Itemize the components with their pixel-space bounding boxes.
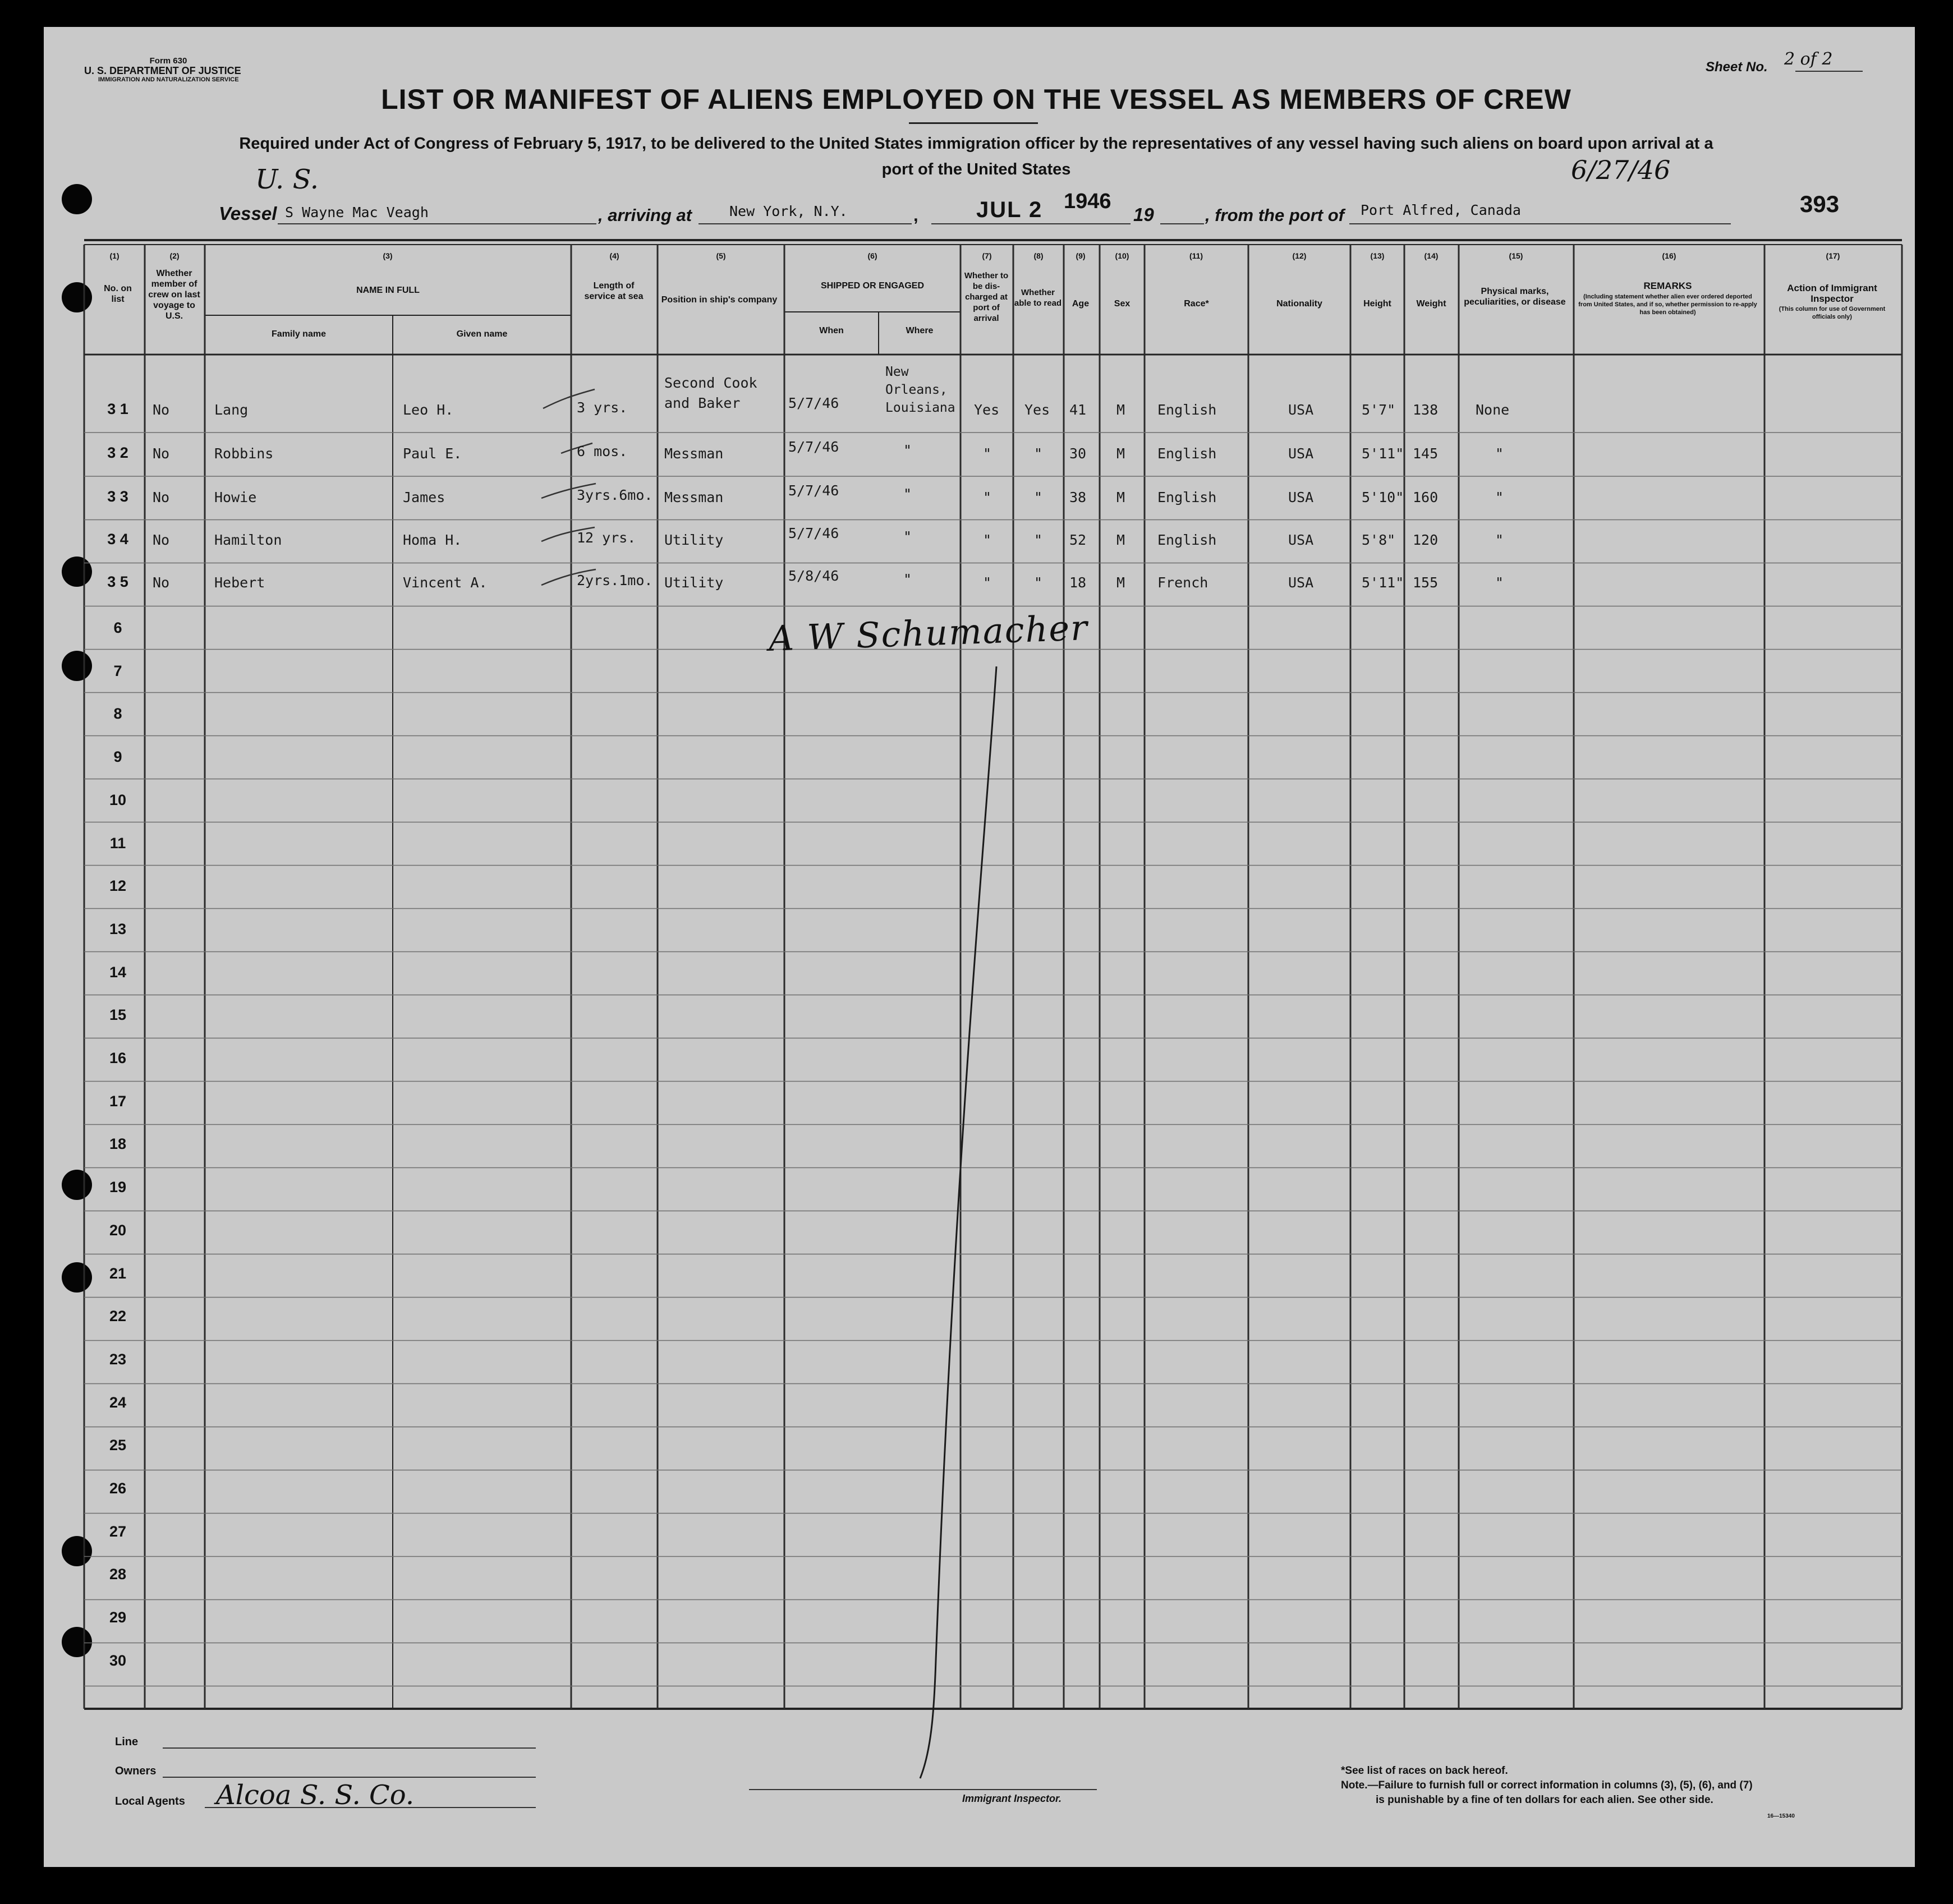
cell-discharged: Yes xyxy=(974,402,1000,418)
cell-where-line3: Louisiana xyxy=(885,401,955,415)
row-number: 23 xyxy=(109,1350,127,1368)
header-physical: Physical marks, peculiarities, or disease xyxy=(1464,287,1566,307)
footer-note-line2: is punishable by a fine of ten dollars for each alien. See other side. xyxy=(1376,1794,1713,1806)
row-number: 3 3 xyxy=(107,488,128,505)
column-number: (9) xyxy=(1076,251,1086,260)
header-age: Age xyxy=(1072,299,1090,309)
handwritten-vs: U. S. xyxy=(255,164,319,195)
cell-given-name: Leo H. xyxy=(403,402,454,418)
cell-age: 38 xyxy=(1069,489,1087,505)
cell-family-name: Hamilton xyxy=(214,532,282,548)
cell-length-service: 3 yrs. xyxy=(577,399,628,416)
cell-physical: " xyxy=(1495,574,1504,591)
sheet-label: Sheet No. xyxy=(1706,59,1768,75)
footer-note-races: *See list of races on back hereof. xyxy=(1341,1765,1508,1777)
comma: , xyxy=(913,205,918,225)
sheet-value: 2 of 2 xyxy=(1784,49,1833,69)
row-number: 14 xyxy=(109,963,127,981)
column-number: (16) xyxy=(1662,251,1676,260)
cell-length-service: 6 mos. xyxy=(577,443,628,459)
cell-position: Messman xyxy=(664,489,724,505)
cell-nationality: USA xyxy=(1288,532,1314,548)
cell-race: English xyxy=(1157,402,1217,418)
cell-nationality: USA xyxy=(1288,445,1314,462)
cell-nationality: USA xyxy=(1288,574,1314,591)
row-number: 19 xyxy=(109,1179,127,1196)
footer-agents-label: Local Agents xyxy=(115,1795,185,1808)
arriving-value: New York, N.Y. xyxy=(729,203,848,219)
cell-member: No xyxy=(153,489,170,505)
form-number: Form 630 xyxy=(149,56,187,66)
vessel-value: S Wayne Mac Veagh xyxy=(285,204,429,220)
cell-race: French xyxy=(1157,574,1208,591)
cell-position: Second Cook xyxy=(664,375,757,391)
header-family-name: Family name xyxy=(272,329,326,339)
row-number: 27 xyxy=(109,1523,127,1540)
column-number: (13) xyxy=(1370,251,1385,260)
cell-weight: 138 xyxy=(1413,402,1439,418)
header-race: Race* xyxy=(1184,299,1209,309)
cell-sex: M xyxy=(1116,574,1125,591)
cell-age: 18 xyxy=(1069,574,1087,591)
cell-when: 5/7/46 xyxy=(788,439,839,455)
column-number: (5) xyxy=(716,251,726,260)
cell-height: 5'11" xyxy=(1362,445,1404,462)
column-number: (6) xyxy=(867,251,877,260)
header-position: Position in ship's company xyxy=(661,295,778,305)
cell-where: " xyxy=(903,571,912,587)
cell-race: English xyxy=(1157,532,1217,548)
column-number: (3) xyxy=(383,251,393,260)
header-name-in-full: NAME IN FULL xyxy=(356,286,420,295)
cell-physical: " xyxy=(1495,489,1504,505)
stamp-number: 393 xyxy=(1800,191,1840,217)
cell-where: New xyxy=(885,365,909,379)
cell-given-name: James xyxy=(403,489,445,505)
cell-when: 5/7/46 xyxy=(788,525,839,541)
row-number: 24 xyxy=(109,1393,127,1411)
cell-able-read: " xyxy=(1034,489,1043,505)
column-number: (15) xyxy=(1509,251,1523,260)
cell-length-service: 3yrs.6mo. xyxy=(577,487,653,503)
inspector-signature: A W Schumacher xyxy=(768,607,1089,659)
footer-note-line1: Note.—Failure to furnish full or correct information in columns (3), (5), (6), and (7) xyxy=(1341,1779,1753,1791)
cell-discharged: " xyxy=(983,532,992,548)
cell-family-name: Lang xyxy=(214,402,249,418)
cell-length-service: 12 yrs. xyxy=(577,530,636,546)
row-number: 22 xyxy=(109,1308,127,1325)
header-when: When xyxy=(819,326,844,335)
header-remarks-sub: (Including statement whether alien ever ordered deported from United States, and if so, whether permission to re-apply has been obtained) xyxy=(1578,293,1757,316)
header-whether-member: Whether member of crew on last voyage to U.S. xyxy=(148,269,200,321)
header-action-sub: (This column for use of Government officials only) xyxy=(1779,306,1886,320)
cell-age: 30 xyxy=(1069,445,1087,462)
row-number: 13 xyxy=(109,920,127,937)
row-number: 28 xyxy=(109,1566,127,1583)
cell-height: 5'8" xyxy=(1362,532,1396,548)
column-number: (14) xyxy=(1424,251,1439,260)
row-number: 21 xyxy=(109,1264,127,1282)
cell-discharged: " xyxy=(983,489,992,505)
cell-physical: " xyxy=(1495,445,1504,462)
cell-able-read: " xyxy=(1034,532,1043,548)
header-able-read: Whether able to read xyxy=(1014,288,1062,308)
handwritten-date: 6/27/46 xyxy=(1571,155,1671,185)
column-number: (4) xyxy=(609,251,619,260)
cell-position: Messman xyxy=(664,445,724,462)
row-number: 17 xyxy=(109,1092,127,1110)
from-port-label: , from the port of xyxy=(1205,205,1344,225)
cell-member: No xyxy=(153,445,170,462)
footer-agents-value: Alcoa S. S. Co. xyxy=(216,1779,415,1811)
row-number: 15 xyxy=(109,1006,127,1024)
column-number: (7) xyxy=(982,251,992,260)
row-number: 9 xyxy=(113,748,122,766)
header-height: Height xyxy=(1363,299,1391,309)
cell-height: 5'10" xyxy=(1362,489,1404,505)
footer-print-code: 16—15340 xyxy=(1767,1813,1795,1819)
row-number: 3 2 xyxy=(107,444,128,461)
cell-when: 5/7/46 xyxy=(788,482,839,499)
column-number: (10) xyxy=(1115,251,1129,260)
row-number: 12 xyxy=(109,877,127,895)
column-number: (12) xyxy=(1292,251,1307,260)
row-number: 3 5 xyxy=(107,573,128,590)
header-length-service: Length of service at sea xyxy=(584,281,644,301)
row-number: 18 xyxy=(109,1135,127,1153)
row-number: 25 xyxy=(109,1437,127,1454)
date-year-stamp: 1946 xyxy=(1064,190,1111,213)
footer-owners-label: Owners xyxy=(115,1765,157,1777)
service: IMMIGRATION AND NATURALIZATION SERVICE xyxy=(98,76,239,83)
year-prefix: 19 xyxy=(1133,204,1154,225)
row-number: 3 1 xyxy=(107,401,128,417)
cell-member: No xyxy=(153,402,170,418)
cell-discharged: " xyxy=(983,574,992,591)
cell-family-name: Howie xyxy=(214,489,257,505)
cell-sex: M xyxy=(1116,489,1125,505)
cell-where: " xyxy=(903,442,912,458)
header-nationality: Nationality xyxy=(1276,299,1322,309)
vessel-label: Vessel xyxy=(219,203,277,224)
cell-discharged: " xyxy=(983,445,992,462)
cell-where: " xyxy=(903,528,912,545)
cell-where-line2: Orleans, xyxy=(885,383,948,397)
row-number: 3 4 xyxy=(107,531,128,548)
cell-age: 52 xyxy=(1069,532,1087,548)
row-number: 10 xyxy=(109,791,127,808)
row-number: 20 xyxy=(109,1221,127,1239)
row-number: 16 xyxy=(109,1050,127,1066)
cell-able-read: " xyxy=(1034,574,1043,591)
header-given-name: Given name xyxy=(456,329,508,339)
column-number: (2) xyxy=(169,251,180,260)
footer-line-label: Line xyxy=(115,1736,139,1748)
cell-race: English xyxy=(1157,489,1217,505)
cell-age: 41 xyxy=(1069,402,1087,418)
cell-physical: None xyxy=(1476,402,1510,418)
column-number: (11) xyxy=(1189,251,1203,260)
cell-weight: 155 xyxy=(1413,574,1439,591)
header-action: Action of Immigrant Inspector xyxy=(1787,283,1877,304)
cell-member: No xyxy=(153,574,170,591)
cell-race: English xyxy=(1157,445,1217,462)
cell-when: 5/7/46 xyxy=(788,395,839,411)
row-number: 6 xyxy=(113,619,122,636)
header-shipped: SHIPPED OR ENGAGED xyxy=(820,281,925,291)
header-no-on-list: No. on list xyxy=(104,284,132,304)
cell-position-line2: and Baker xyxy=(664,395,741,411)
cell-sex: M xyxy=(1116,532,1125,548)
cell-given-name: Paul E. xyxy=(403,445,462,462)
cell-when: 5/8/46 xyxy=(788,568,839,584)
column-number: (8) xyxy=(1033,251,1044,260)
arriving-label: , arriving at xyxy=(598,205,692,225)
cell-given-name: Vincent A. xyxy=(403,574,488,591)
from-port-value: Port Alfred, Canada xyxy=(1361,202,1521,218)
header-remarks: REMARKS xyxy=(1643,280,1692,291)
cell-height: 5'7" xyxy=(1362,402,1396,418)
cell-weight: 120 xyxy=(1413,532,1439,548)
cell-family-name: Robbins xyxy=(214,445,274,462)
cell-nationality: USA xyxy=(1288,489,1314,505)
cell-position: Utility xyxy=(664,574,724,591)
row-number: 7 xyxy=(113,662,122,679)
row-number: 11 xyxy=(109,834,126,852)
form-title: LIST OR MANIFEST OF ALIENS EMPLOYED ON THE VESSEL AS MEMBERS OF CREW xyxy=(381,84,1571,115)
cell-sex: M xyxy=(1116,445,1125,462)
cell-length-service: 2yrs.1mo. xyxy=(577,572,653,588)
row-number: 30 xyxy=(109,1652,127,1669)
cell-given-name: Homa H. xyxy=(403,532,462,548)
cell-able-read: " xyxy=(1034,445,1043,462)
cell-able-read: Yes xyxy=(1024,402,1050,418)
date-stamp: JUL 2 xyxy=(976,197,1043,222)
cell-where: " xyxy=(903,486,912,502)
cell-family-name: Hebert xyxy=(214,574,265,591)
cell-weight: 145 xyxy=(1413,445,1439,462)
department: U. S. DEPARTMENT OF JUSTICE xyxy=(84,65,241,76)
header-weight: Weight xyxy=(1416,299,1446,309)
cell-member: No xyxy=(153,532,170,548)
header-sex: Sex xyxy=(1114,299,1131,309)
row-number: 29 xyxy=(109,1609,127,1626)
cell-physical: " xyxy=(1495,532,1504,548)
cell-sex: M xyxy=(1116,402,1125,418)
cell-height: 5'11" xyxy=(1362,574,1404,591)
cell-weight: 160 xyxy=(1413,489,1439,505)
row-number: 26 xyxy=(109,1480,127,1497)
footer-inspector-label: Immigrant Inspector. xyxy=(962,1793,1062,1804)
cell-nationality: USA xyxy=(1288,402,1314,418)
column-number: (17) xyxy=(1826,251,1840,260)
column-number: (1) xyxy=(109,251,120,260)
subtitle-line1: Required under Act of Congress of February 5, 1917, to be delivered to the United States immigration officer by the representatives of any vessel having such aliens on board upon arrival at a xyxy=(239,135,1713,153)
header-where: Where xyxy=(906,326,934,335)
header-discharged: Whether to be dis-charged at port of arrival xyxy=(964,271,1009,323)
subtitle-line2: port of the United States xyxy=(881,160,1071,178)
cell-position: Utility xyxy=(664,532,724,548)
row-number: 8 xyxy=(113,705,122,723)
